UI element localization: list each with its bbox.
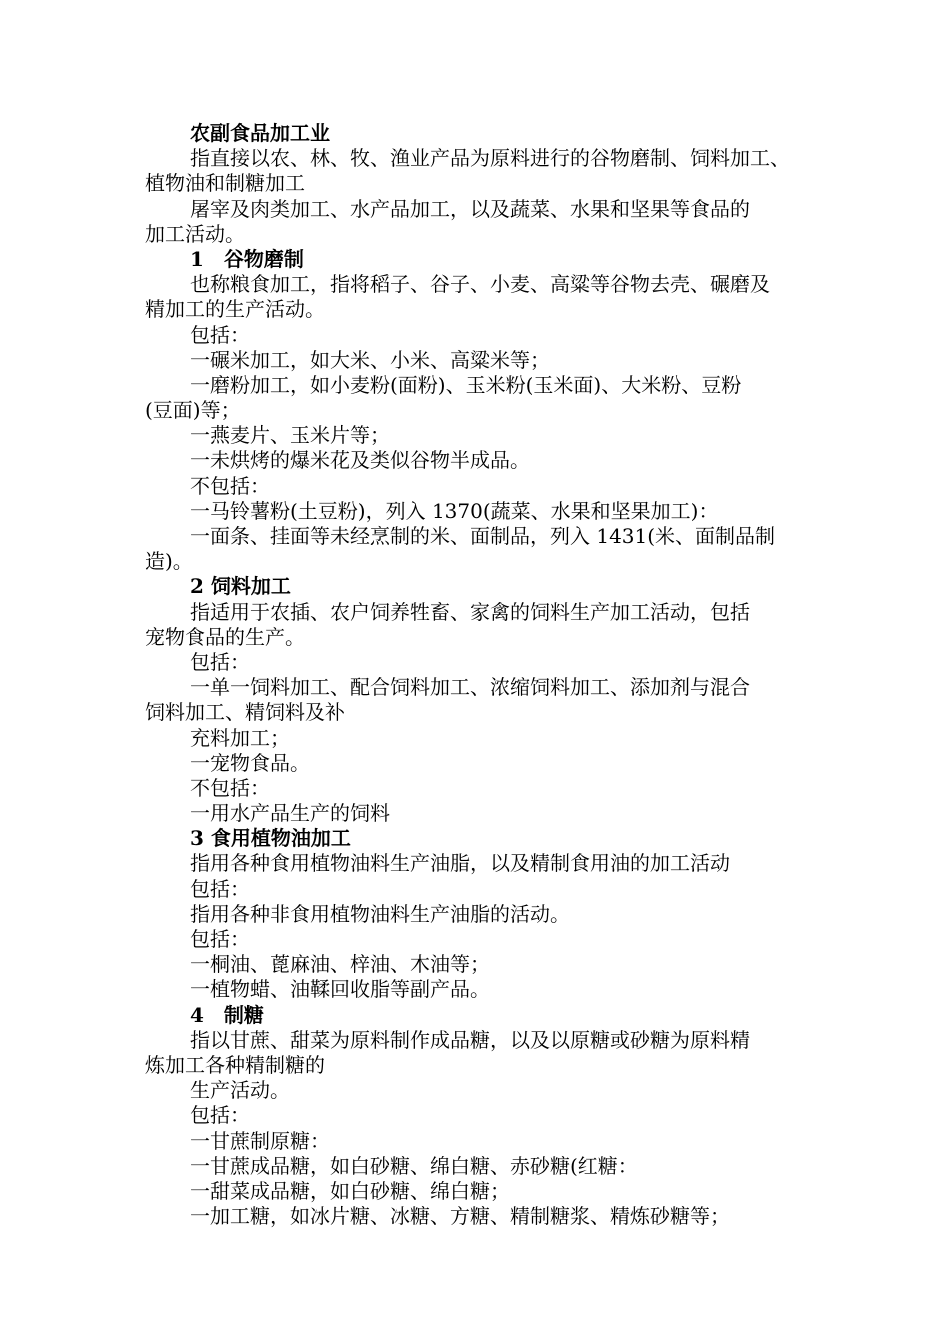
text-line: 充料加工； — [190, 725, 290, 750]
text-line: 加工活动。 — [145, 221, 245, 246]
text-line: (豆面)等； — [145, 398, 241, 423]
text-line: 一加工糖，如冰片糖、冰糖、方糖、精制糖浆、精炼砂糖等； — [190, 1204, 730, 1229]
text-line: 一碾米加工，如大米、小米、高粱米等； — [190, 347, 550, 372]
document-body — [145, 121, 815, 1229]
text-line: 一甘蔗成品糖，如白砂糖、绵白糖、赤砂糖(红糖： — [190, 1153, 638, 1178]
text-line: 一单一饲料加工、配合饲料加工、浓缩饲料加工、添加剂与混合 — [190, 675, 750, 700]
text-line: 一马铃薯粉(土豆粉)，列入 1370(蔬菜、水果和坚果加工)： — [190, 498, 719, 523]
text-line: 精加工的生产活动。 — [145, 297, 325, 322]
text-line: 包括： — [190, 649, 250, 674]
section-heading: 4 制糖 — [190, 1002, 264, 1027]
text-line: 指直接以农、林、牧、渔业产品为原料进行的谷物磨制、饲料加工、 — [190, 146, 790, 171]
text-line: 包括： — [190, 927, 250, 951]
text-line: 一宠物食品。 — [190, 750, 310, 775]
text-line: 一甘蔗制原糖： — [190, 1128, 330, 1153]
text-line: 包括： — [190, 1103, 250, 1128]
text-line: 生产活动。 — [190, 1078, 290, 1103]
text-line: 不包括： — [190, 775, 270, 800]
text-line: 一面条、挂面等未经烹制的米、面制品，列入 1431(米、面制品制 — [190, 524, 776, 548]
text-line: 一燕麦片、玉米片等； — [190, 423, 390, 448]
text-line: 包括： — [190, 876, 250, 901]
text-line: 造)。 — [145, 549, 193, 574]
section-heading: 2 饲料加工 — [190, 574, 291, 599]
section-heading: 农副食品加工业 — [190, 121, 330, 145]
text-line: 宠物食品的生产。 — [145, 624, 305, 649]
text-line: 一甜菜成品糖，如白砂糖、绵白糖； — [190, 1178, 510, 1203]
text-line: 一磨粉加工，如小麦粉(面粉)、玉米粉(玉米面)、大米粉、豆粉 — [190, 372, 742, 397]
text-line: 一桐油、蓖麻油、梓油、木油等； — [190, 952, 490, 977]
text-line: 一用水产品生产的饲料 — [190, 801, 390, 826]
text-line: 一未烘烤的爆米花及类似谷物半成品。 — [190, 448, 530, 473]
text-line: 植物油和制糖加工 — [145, 171, 305, 196]
text-line: 包括： — [190, 322, 250, 347]
text-line: 饲料加工、精饲料及补 — [145, 700, 345, 725]
text-line: 指用各种非食用植物油料生产油脂的活动。 — [190, 901, 570, 926]
text-line: 不包括： — [190, 473, 270, 498]
section-heading: 3 食用植物油加工 — [190, 826, 351, 851]
text-line: 一植物蜡、油鞣回收脂等副产品。 — [190, 977, 490, 1002]
text-line: 炼加工各种精制糖的 — [145, 1052, 325, 1077]
text-line: 指以甘蔗、甜菜为原料制作成品糖，以及以原糖或砂糖为原料精 — [190, 1027, 750, 1052]
text-line: 指用各种食用植物油料生产油脂，以及精制食用油的加工活动 — [190, 851, 730, 876]
section-heading: 1 谷物磨制 — [190, 246, 304, 271]
text-line: 指适用于农插、农户饲养牲畜、家禽的饲料生产加工活动，包括 — [190, 599, 750, 624]
text-line: 屠宰及肉类加工、水产品加工，以及蔬菜、水果和坚果等食品的 — [190, 196, 750, 221]
text-line: 也称粮食加工，指将稻子、谷子、小麦、高粱等谷物去壳、碾磨及 — [190, 272, 770, 297]
